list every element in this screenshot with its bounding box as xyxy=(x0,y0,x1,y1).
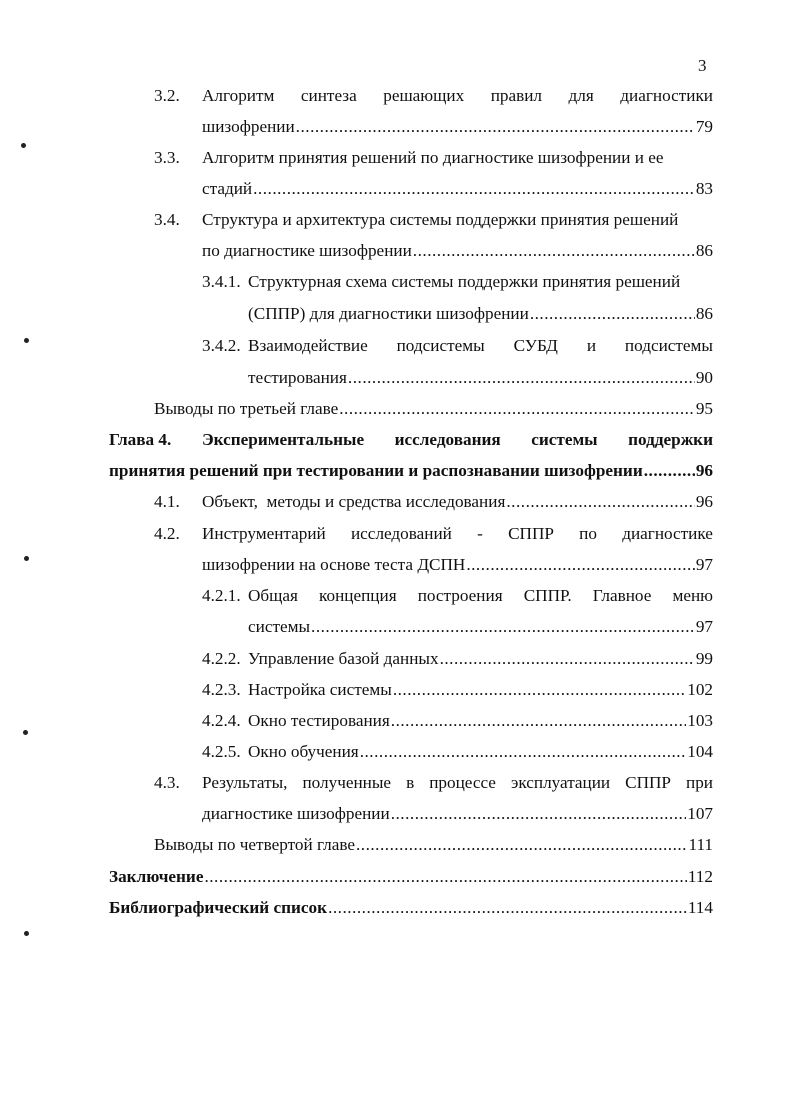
toc-title: Библиографический список xyxy=(109,898,328,917)
toc-word: процессе xyxy=(429,773,496,792)
toc-page: 96 xyxy=(695,492,713,511)
toc-page: 95 xyxy=(695,399,713,418)
toc-number: 4.2.3. xyxy=(202,680,241,699)
toc-number: 3.4. xyxy=(154,210,180,229)
toc-word: системы xyxy=(531,430,598,449)
dot-leader xyxy=(253,177,695,201)
toc-title: Выводы по четвертой главе xyxy=(154,835,355,854)
toc-number: 4.3. xyxy=(154,773,180,792)
page-number: 3 xyxy=(698,56,707,75)
dot-leader xyxy=(204,865,686,889)
toc-page: 86 xyxy=(695,304,713,323)
toc-page: 79 xyxy=(695,117,713,136)
toc-title: стадий xyxy=(202,179,253,198)
toc-word: по xyxy=(579,524,597,543)
toc-number: Глава 4. xyxy=(109,430,172,449)
dot-leader xyxy=(328,896,687,920)
dot-leader xyxy=(348,366,695,390)
toc-word: Взаимодействие xyxy=(248,336,368,355)
toc-word: подсистемы xyxy=(396,336,485,355)
toc-word: исследования xyxy=(394,430,501,449)
toc-word: диагностике xyxy=(622,524,713,543)
dot-leader xyxy=(356,833,688,857)
toc-title: шизофрении xyxy=(202,117,295,136)
margin-dot xyxy=(24,338,29,343)
toc-word: при xyxy=(686,773,713,792)
toc-page: 97 xyxy=(695,617,713,636)
toc-page: 102 xyxy=(687,680,713,699)
toc-title: принятия решений при тестировании и распознавании шизофрении xyxy=(109,461,643,480)
toc-title: Алгоритм принятия решений по диагностике шизофрении и ее xyxy=(202,148,664,167)
toc-page: 96 xyxy=(695,461,713,480)
toc-page: 90 xyxy=(695,368,713,387)
toc-word: правил xyxy=(490,86,542,105)
toc-title: Настройка системы xyxy=(248,680,392,699)
toc-number: 4.2.2. xyxy=(202,649,241,668)
toc-page: 97 xyxy=(695,555,713,574)
toc-word: подсистемы xyxy=(624,336,713,355)
margin-dot xyxy=(24,556,29,561)
toc-title: Окно обучения xyxy=(248,742,359,761)
toc-word: Общая xyxy=(248,586,298,605)
dot-leader xyxy=(530,302,695,326)
toc-word: СППР. xyxy=(523,586,572,605)
toc-word: СУБД xyxy=(513,336,558,355)
toc-word: построения xyxy=(417,586,503,605)
toc-word: Результаты, xyxy=(202,773,288,792)
toc-number: 3.4.2. xyxy=(202,336,241,355)
toc-word: синтеза xyxy=(300,86,357,105)
toc-number: 3.3. xyxy=(154,148,180,167)
toc-title: Окно тестирования xyxy=(248,711,390,730)
toc-title: шизофрении на основе теста ДСПН xyxy=(202,555,466,574)
toc-word: диагностики xyxy=(620,86,713,105)
toc-word: полученные xyxy=(302,773,392,792)
toc-entry-conclusion[interactable] xyxy=(109,865,713,889)
toc-page: 112 xyxy=(687,867,713,886)
toc-title: по диагностике шизофрении xyxy=(202,241,412,260)
toc-word: решающих xyxy=(383,86,465,105)
toc-word: концепция xyxy=(319,586,397,605)
toc-word: Алгоритм xyxy=(202,86,275,105)
toc-word: СППР xyxy=(508,524,554,543)
toc-page: 107 xyxy=(687,804,713,823)
toc-title: Выводы по третьей главе xyxy=(154,399,339,418)
toc-page: 114 xyxy=(687,898,713,917)
toc-word: СППР xyxy=(625,773,671,792)
margin-dot xyxy=(21,143,26,148)
toc-page: 99 xyxy=(695,649,713,668)
toc-title: тестирования xyxy=(248,368,347,387)
toc-word: Главное xyxy=(592,586,652,605)
dot-leader xyxy=(440,647,695,671)
toc-word: - xyxy=(477,524,483,543)
toc-title: Заключение xyxy=(109,867,204,886)
toc-number: 3.2. xyxy=(154,86,180,105)
toc-number: 3.4.1. xyxy=(202,272,241,291)
toc-title: системы xyxy=(248,617,311,636)
toc-word: поддержки xyxy=(628,430,713,449)
toc-entry-bibliography[interactable] xyxy=(109,896,713,920)
toc-word: для xyxy=(568,86,594,105)
dot-leader xyxy=(413,239,695,263)
dot-leader xyxy=(393,678,686,702)
toc-page: 86 xyxy=(695,241,713,260)
toc-word: и xyxy=(586,336,597,355)
toc-number: 4.2. xyxy=(154,524,180,543)
dot-leader xyxy=(391,802,687,826)
toc-number: 4.2.5. xyxy=(202,742,241,761)
dot-leader xyxy=(644,459,695,483)
toc-title: Структура и архитектура системы поддержки принятия решений xyxy=(202,210,679,229)
margin-dot xyxy=(23,730,28,735)
margin-dot xyxy=(24,931,29,936)
toc-word: меню xyxy=(672,586,713,605)
dot-leader xyxy=(506,490,694,514)
toc-title: диагностике шизофрении xyxy=(202,804,390,823)
toc-number: 4.2.1. xyxy=(202,586,241,605)
toc-entry-conclusions-4[interactable] xyxy=(154,833,713,857)
toc-title: Структурная схема системы поддержки принятия решений xyxy=(248,272,681,291)
dot-leader xyxy=(360,740,687,764)
toc-number: 4.1. xyxy=(154,492,180,511)
dot-leader xyxy=(311,615,695,639)
toc-title: Управление базой данных xyxy=(248,649,439,668)
toc-word: исследований xyxy=(350,524,452,543)
dot-leader xyxy=(296,115,695,139)
toc-title: Объект, методы и средства исследования xyxy=(202,492,506,511)
toc-page: 104 xyxy=(687,742,713,761)
toc-word: Экспериментальные xyxy=(202,430,365,449)
toc-word: в xyxy=(406,773,415,792)
toc-number: 4.2.4. xyxy=(202,711,241,730)
toc-page: 111 xyxy=(688,835,713,854)
toc-word: Инструментарий xyxy=(202,524,326,543)
dot-leader xyxy=(339,397,695,421)
dot-leader xyxy=(466,553,694,577)
toc-page: 83 xyxy=(695,179,713,198)
dot-leader xyxy=(391,709,686,733)
toc-page: 103 xyxy=(687,711,713,730)
toc-title: (СППР) для диагностики шизофрении xyxy=(248,304,529,323)
toc-word: эксплуатации xyxy=(510,773,611,792)
toc-entry-conclusions-3[interactable] xyxy=(154,397,713,421)
